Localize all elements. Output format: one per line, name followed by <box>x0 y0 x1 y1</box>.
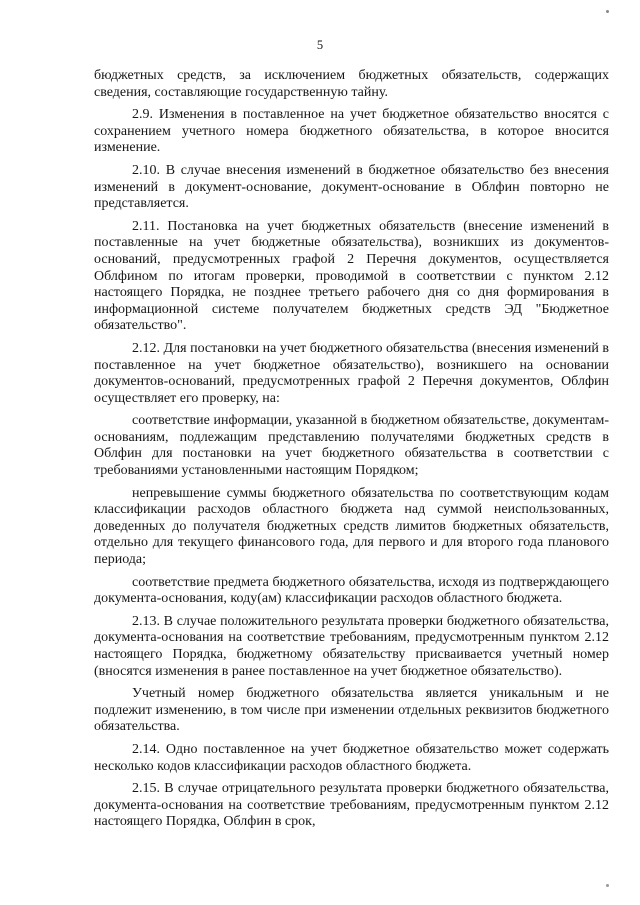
paragraph-2-11: 2.11. Постановка на учет бюджетных обязательств (внесение изменений в поставленные на учет бюджетные обязательства), возникших из документов-оснований, предусмотренных графой 2 Перечня документов, осуществляется Облфином по итогам проверки, проводимой в соответствии с пунктом 2.12 настоящего Порядка, не позднее третьего рабочего дня со дня формирования в информационной системе получателем бюджетных средств ЭД "Бюджетное обязательство". <box>94 218 609 334</box>
paragraph-account-number: Учетный номер бюджетного обязательства является уникальным и не подлежит изменению, в том числе при изменении отдельных реквизитов бюджетного обязательства. <box>94 686 609 735</box>
check-item-subject: соответствие предмета бюджетного обязательства, исходя из подтверждающего документа-основания, коду(ам) классификации расходов областного бюджета. <box>94 574 609 607</box>
document-body <box>94 68 609 837</box>
paragraph-2-14: 2.14. Одно поставленное на учет бюджетное обязательство может содержать несколько кодов классификации расходов областного бюджета. <box>94 741 609 774</box>
check-item-information: соответствие информации, указанной в бюджетном обязательстве, документам-основаниям, подлежащим представлению получателями бюджетных средств в Облфин для постановки на учет бюджетного обязательства в соответствии с требованиями установленными настоящим Порядком; <box>94 413 609 479</box>
paragraph-continuation: бюджетных средств, за исключением бюджетных обязательств, содержащих сведения, составляющие государственную тайну. <box>94 68 609 100</box>
scan-mark-bottom <box>606 884 609 887</box>
page-number: 5 <box>316 38 324 52</box>
paragraph-2-15: 2.15. В случае отрицательного результата проверки бюджетного обязательства, документа-основания на соответствие требованиям, предусмотренным пунктом 2.12 настоящего Порядка, Облфин в срок, <box>94 781 609 830</box>
check-item-limits: непревышение суммы бюджетного обязательства по соответствующим кодам классификации расходов областного бюджета над суммой неиспользованных, доведенных до получателя бюджетных средств лимитов бюджетных обязательств, отдельно для текущего финансового года, для первого и для второго года планового периода; <box>94 485 609 568</box>
paragraph-2-13: 2.13. В случае положительного результата проверки бюджетного обязательства, документа-основания на соответствие требованиям, предусмотренным пунктом 2.12 настоящего Порядка, бюджетному обязательству присваивается учетный номер (вносятся изменения в ранее поставленное на учет бюджетное обязательство). <box>94 613 609 679</box>
paragraph-2-9: 2.9. Изменения в поставленное на учет бюджетное обязательство вносятся с сохранением учетного номера бюджетного обязательства, в которое вносится изменение. <box>94 107 609 156</box>
paragraph-2-12: 2.12. Для постановки на учет бюджетного обязательства (внесения изменений в поставленное на учет бюджетное обязательство), возникшего на основании документов-оснований, предусмотренных графой 2 Перечня документов, Облфин осуществляет его проверку, на: <box>94 340 609 406</box>
paragraph-2-10: 2.10. В случае внесения изменений в бюджетное обязательство без внесения изменений в документ-основание, документ-основание в Облфин повторно не представляется. <box>94 162 609 212</box>
scan-mark-top <box>606 10 609 13</box>
